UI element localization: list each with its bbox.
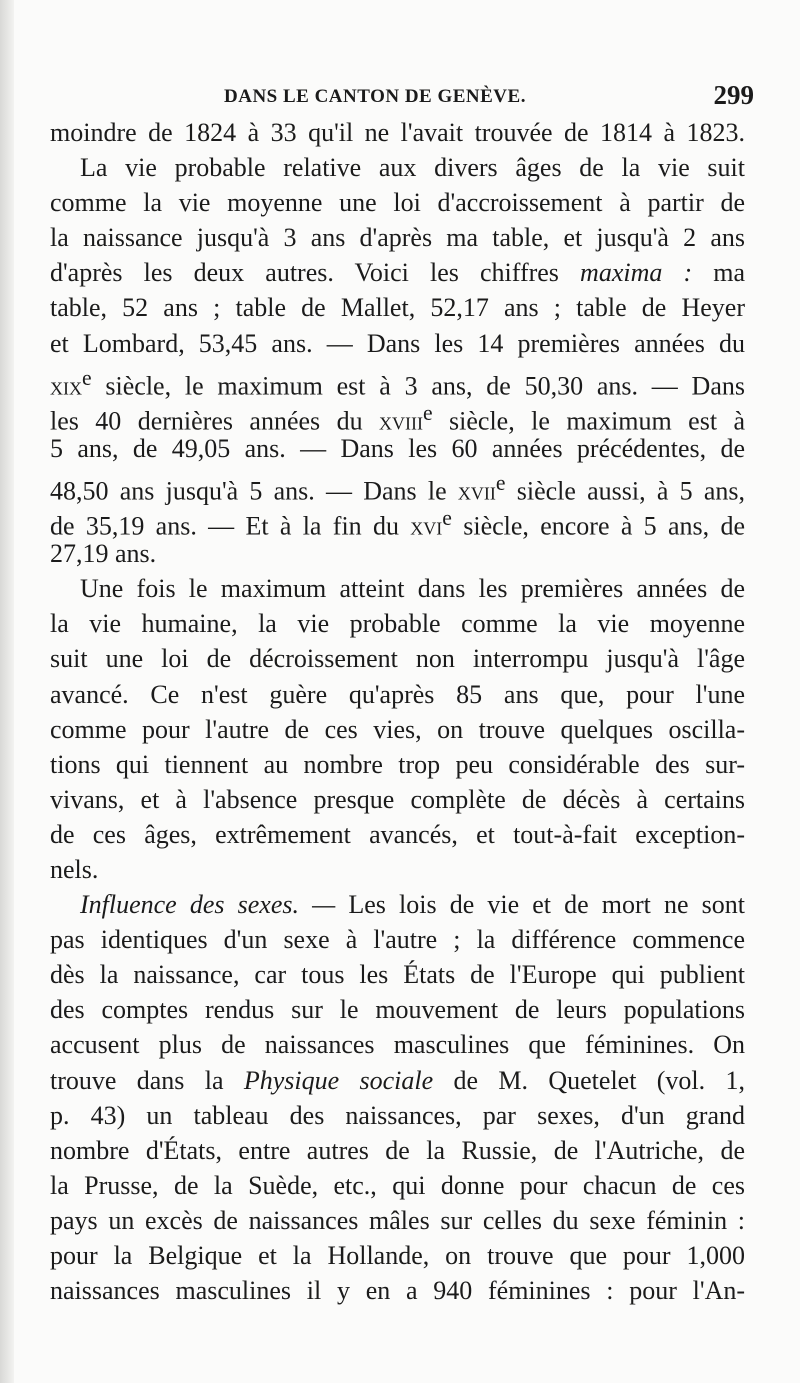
- italic-maxima: maxima :: [580, 258, 693, 288]
- italic-physique-sociale: Physique sociale: [243, 1065, 434, 1095]
- text-line: dès la naissance, car tous les États de l'Europe qui publient: [50, 960, 745, 990]
- text-line: la Prusse, de la Suède, etc., qui donne pour chacun de ces: [50, 1170, 745, 1200]
- page-number: 299: [713, 80, 754, 110]
- text-line: la vie humaine, la vie probable comme la vie moyenne: [50, 609, 745, 639]
- text-line: 5 ans, de 49,05 ans. — Dans les 60 années précédentes, de: [50, 433, 745, 463]
- text-line: La vie probable relative aux divers âges de la vie suit: [80, 153, 745, 183]
- text-line: Une fois le maximum atteint dans les premières années de: [80, 574, 745, 604]
- section-heading-influence: Influence des sexes. —: [80, 890, 336, 920]
- text-line: la naissance jusqu'à 3 ans d'après ma table, et jusqu'à 2 ans: [50, 223, 745, 253]
- text-line: 27,19 ans.: [50, 539, 157, 569]
- text-line: 48,50 ans jusqu'à 5 ans. — Dans le xvii$^e$ siècle aussi, à 5 ans,: [50, 470, 746, 506]
- text-line: d'après les deux autres. Voici les chiffres maxima : ma: [50, 258, 746, 288]
- century-xvi: xvi: [410, 511, 443, 541]
- text-line: comme la vie moyenne une loi d'accroissement à partir de: [50, 188, 745, 218]
- text-line: nombre d'États, entre autres de la Russie, de l'Autriche, de: [50, 1135, 745, 1165]
- text-line: tions qui tiennent au nombre trop peu considérable des sur-: [50, 749, 745, 779]
- century-xvii: xvii: [457, 476, 496, 506]
- text-line: de ces âges, extrêmement avancés, et tout-à-fait exception-: [50, 819, 745, 849]
- body-text: [50, 115, 745, 1308]
- text-line: naissances masculines il y en a 940 féminines : pour l'An-: [50, 1276, 745, 1306]
- text-line: trouve dans la Physique sociale de M. Quetelet (vol. 1,: [50, 1065, 745, 1095]
- text-line: Influence des sexes. — Les lois de vie et de mort ne sont: [80, 890, 746, 920]
- text-line: et Lombard, 53,45 ans. — Dans les 14 premières années du: [50, 328, 745, 358]
- text-line: moindre de 1824 à 33 qu'il ne l'avait trouvée de 1814 à 1823.: [50, 118, 745, 147]
- page-header: [224, 80, 754, 116]
- text-line: avancé. Ce n'est guère qu'après 85 ans que, pour l'une: [50, 679, 745, 709]
- text-line: les 40 dernières années du xviii$^e$ siècle, le maximum est à: [50, 400, 746, 436]
- text-line: vivans, et à l'absence presque complète de décès à certains: [50, 784, 745, 814]
- text-line: pas identiques d'un sexe à l'autre ; la différence commence: [50, 925, 745, 955]
- text-line: comme pour l'autre de ces vies, on trouve quelques oscilla-: [50, 714, 745, 744]
- text-line: de 35,19 ans. — Et à la fin du xvi$^e$ siècle, encore à 5 ans, de: [50, 506, 745, 541]
- century-xviii: xviii: [379, 406, 423, 436]
- text-line: des comptes rendus sur le mouvement de leurs populations: [50, 995, 745, 1025]
- text-line: suit une loi de décroissement non interrompu jusqu'à l'âge: [50, 644, 745, 674]
- text-line: nels.: [50, 854, 99, 884]
- century-xix: xix: [50, 371, 82, 401]
- text-line: p. 43) un tableau des naissances, par sexes, d'un grand: [50, 1100, 745, 1130]
- text-line: accusent plus de naissances masculines que féminines. On: [50, 1030, 745, 1060]
- text-line: xix$^e$ siècle, le maximum est à 3 ans, de 50,30 ans. — Dans: [50, 365, 745, 401]
- page-gutter: [0, 0, 14, 1383]
- text-line: table, 52 ans ; table de Mallet, 52,17 ans ; table de Heyer: [50, 293, 745, 323]
- running-title: DANS LE CANTON DE GENÈVE.: [224, 86, 526, 107]
- text-line: pays un excès de naissances mâles sur celles du sexe féminin :: [50, 1205, 745, 1235]
- text-line: pour la Belgique et la Hollande, on trouve que pour 1,000: [50, 1241, 745, 1270]
